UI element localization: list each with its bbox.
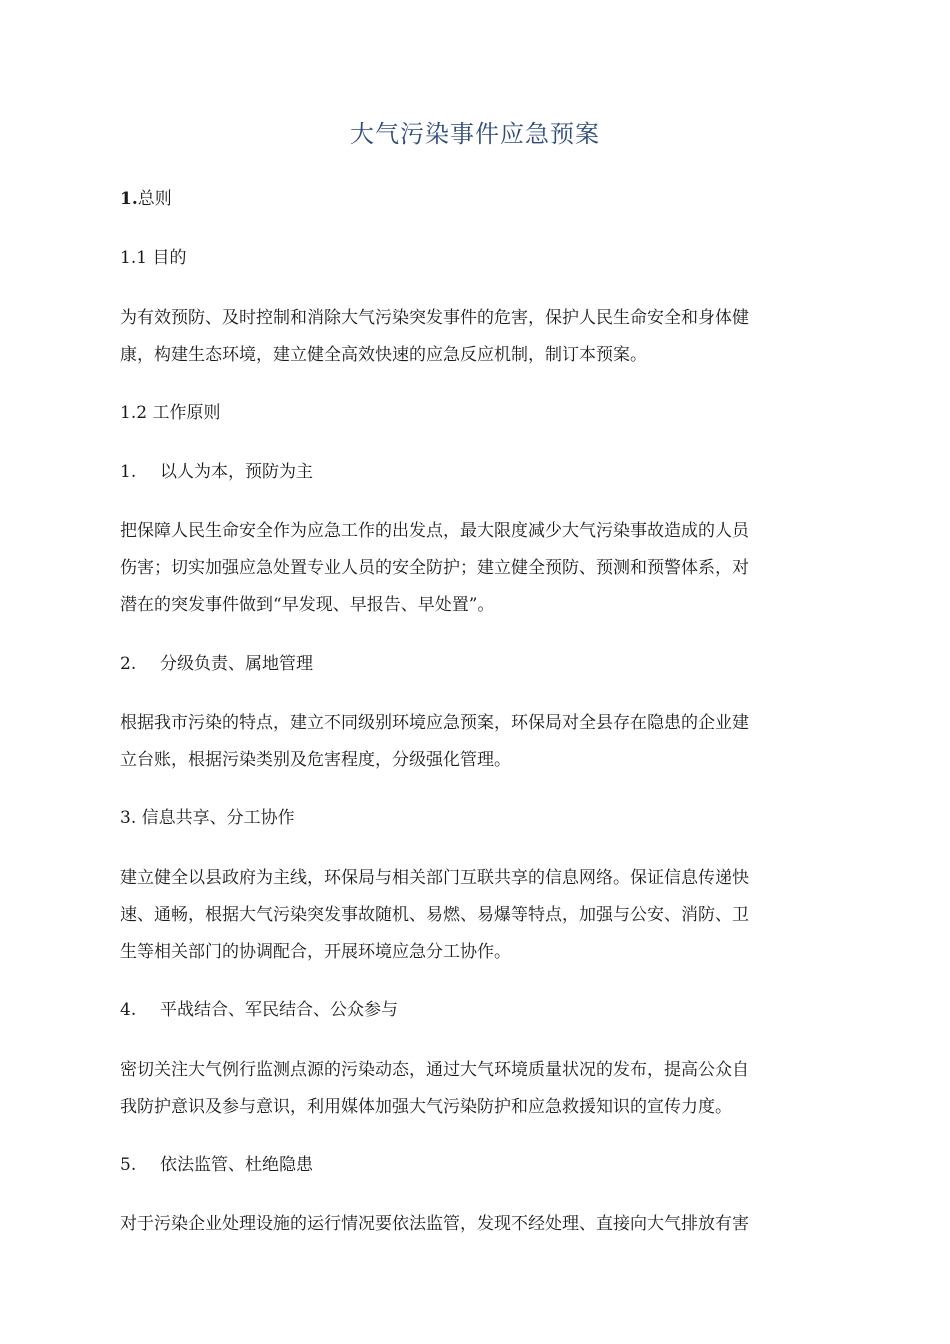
paragraph-line: 康，构建生态环境，建立健全高效快速的应急反应机制，制订本预案。 [120,345,647,365]
paragraph-line: 密切关注大气例行监测点源的污染动态，通过大气环境质量状况的发布，提高公众自 [120,1060,749,1080]
list-item-5 [120,1147,840,1184]
list-item-2 [120,646,840,683]
subsection-heading-purpose: 1.1 目的 [120,248,187,268]
paragraph-line: 立台账，根据污染类别及危害程度，分级强化管理。 [120,750,511,770]
list-text: 依法监管、杜绝隐患 [160,1155,313,1175]
paragraph-line: 为有效预防、及时控制和消除大气污染突发事件的危害，保护人民生命安全和身体健 [120,308,749,328]
list-number: 1. [120,462,137,482]
paragraph-line: 建立健全以县政府为主线，环保局与相关部门互联共享的信息网络。保证信息传递快 [120,868,749,888]
paragraph-line: 生等相关部门的协调配合，开展环境应急分工协作。 [120,942,511,962]
section-number: 1. [120,189,138,209]
paragraph-line: 根据我市污染的特点，建立不同级别环境应急预案，环保局对全县存在隐患的企业建 [120,713,749,733]
list-item-1 [120,454,840,491]
paragraph-line: 对于污染企业处理设施的运行情况要依法监管，发现不经处理、直接向大气排放有害 [120,1214,749,1234]
list-number: 4. [120,1000,137,1020]
paragraph-line: 速、通畅，根据大气污染突发事故随机、易燃、易爆等特点，加强与公安、消防、卫 [120,905,749,925]
list-number: 5. [120,1155,137,1175]
subsection-heading-principles: 1.2 工作原则 [120,403,221,423]
paragraph-line: 我防护意识及参与意识，利用媒体加强大气污染防护和应急救援知识的宣传力度。 [120,1097,732,1117]
list-item-4 [120,992,840,1029]
paragraph-line: 潜在的突发事件做到“早发现、早报告、早处置”。 [120,595,495,615]
paragraph-line: 把保障人民生命安全作为应急工作的出发点，最大限度减少大气污染事故造成的人员 [120,521,749,541]
section-heading-general [120,181,840,218]
list-text: 以人为本，预防为主 [160,462,313,482]
paragraph-line: 伤害；切实加强应急处置专业人员的安全防护；建立健全预防、预测和预警体系，对 [120,558,749,578]
list-text: 分级负责、属地管理 [160,654,313,674]
document-title: 大气污染事件应急预案 [350,120,600,148]
section-title: 总则 [137,189,172,209]
list-item-3: 3. 信息共享、分工协作 [120,808,295,828]
list-text: 平战结合、军民结合、公众参与 [160,1000,398,1020]
list-number: 2. [120,654,137,674]
